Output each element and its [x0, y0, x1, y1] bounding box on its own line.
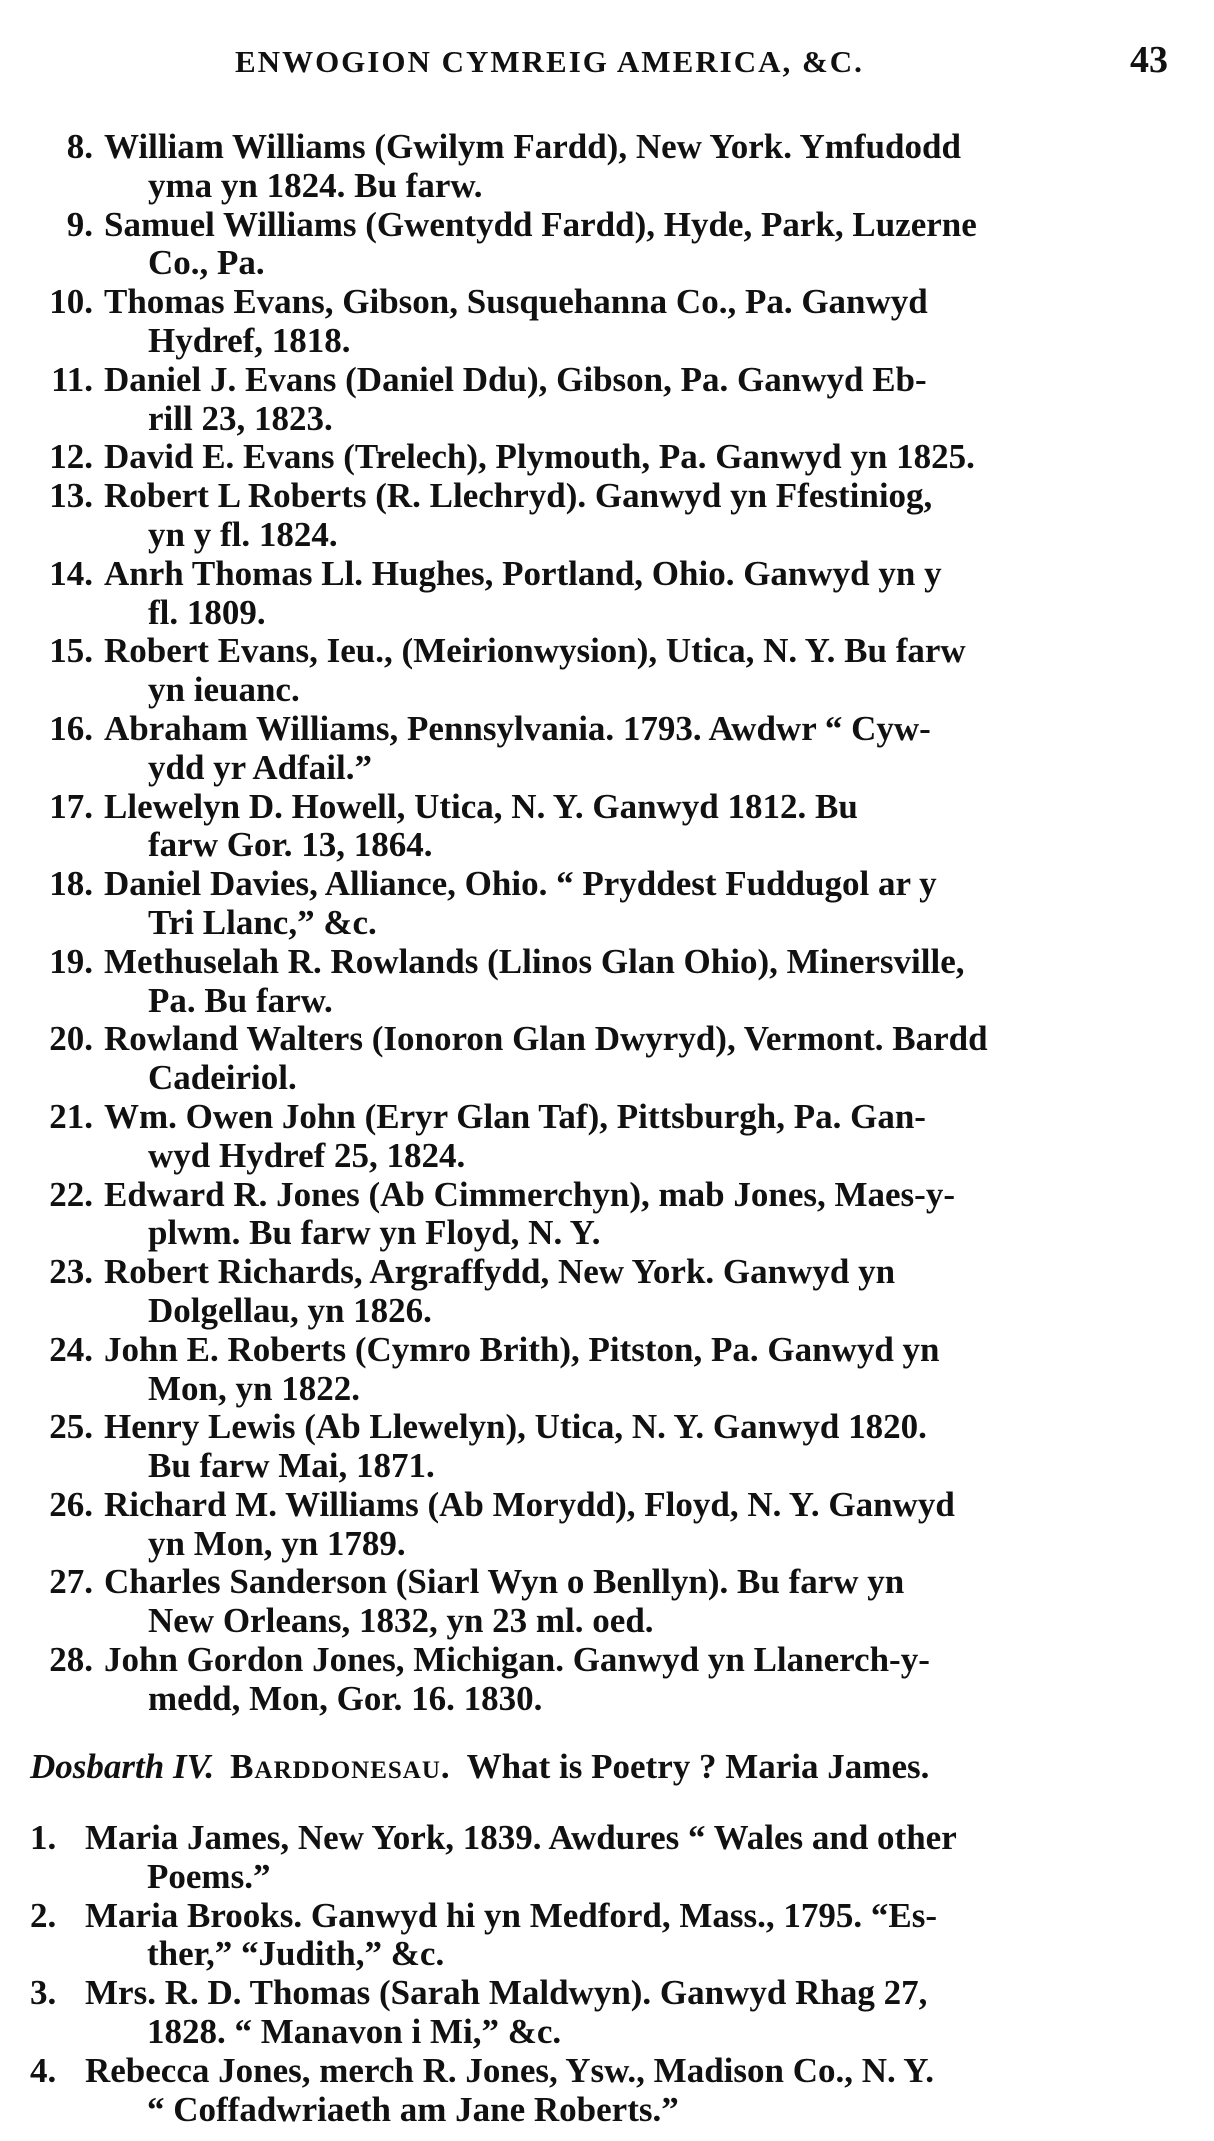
entry-text: Anrh Thomas Ll. Hughes, Portland, Ohio. Ganwyd yn y — [104, 553, 942, 593]
entry-continuation: Co., Pa. — [148, 243, 265, 283]
entry-continuation: fl. 1809. — [148, 592, 266, 632]
entry-continuation: 1828. “ Manavon i Mi,” &c. — [147, 2011, 562, 2051]
entry-continuation: Cadeiriol. — [148, 1058, 297, 1098]
entry-text: Methuselah R. Rowlands (Llinos Glan Ohio), Minersville, — [104, 941, 965, 981]
entry-number: 28. — [49, 1640, 93, 1680]
list-item — [30, 1486, 1172, 1564]
entry-number: 26. — [49, 1484, 93, 1524]
entry-text: Daniel J. Evans (Daniel Ddu), Gibson, Pa. Ganwyd Eb- — [104, 359, 927, 399]
entry-text: Robert L Roberts (R. Llechryd). Ganwyd yn Ffestiniog, — [104, 476, 933, 516]
entry-number: 23. — [49, 1252, 93, 1292]
entry-number: 14. — [49, 553, 93, 593]
entry-number: 25. — [49, 1407, 93, 1447]
list-item — [30, 206, 1172, 284]
entry-number: 17. — [49, 786, 93, 826]
entry-text: Henry Lewis (Ab Llewelyn), Utica, N. Y. Ganwyd 1820. — [104, 1407, 927, 1447]
list-item — [30, 438, 1172, 477]
entry-continuation: Pa. Bu farw. — [148, 980, 333, 1020]
entry-continuation: Dolgellau, yn 1826. — [148, 1290, 432, 1330]
entry-continuation: Tri Llanc,” &c. — [148, 902, 377, 942]
entry-text: Richard M. Williams (Ab Morydd), Floyd, N. Y. Ganwyd — [104, 1484, 955, 1524]
entry-number: 27. — [49, 1562, 93, 1602]
list-item — [30, 1098, 1172, 1176]
entry-continuation: ydd yr Adfail.” — [148, 747, 372, 787]
entry-number: 2. — [30, 1895, 57, 1935]
entry-text: Abraham Williams, Pennsylvania. 1793. Awdwr “ Cyw- — [104, 708, 931, 748]
entry-text: Edward R. Jones (Ab Cimmerchyn), mab Jones, Maes-y- — [104, 1174, 955, 1214]
entry-continuation: ther,” “Judith,” &c. — [147, 1934, 445, 1974]
running-title: ENWOGION CYMREIG AMERICA, &C. — [235, 44, 864, 79]
entry-text: Robert Evans, Ieu., (Meirionwysion), Utica, N. Y. Bu farw — [104, 631, 966, 671]
entry-continuation: Bu farw Mai, 1871. — [148, 1446, 435, 1486]
entry-continuation: rill 23, 1823. — [148, 398, 333, 438]
entry-text: Maria James, New York, 1839. Awdures “ Wales and other — [85, 1818, 957, 1857]
entry-continuation: New Orleans, 1832, yn 23 ml. oed. — [148, 1601, 654, 1641]
entry-number: 22. — [49, 1174, 93, 1214]
entry-number: 19. — [49, 941, 93, 981]
entry-continuation: yn y fl. 1824. — [148, 514, 338, 554]
list-item — [30, 943, 1172, 1021]
poetess-list — [30, 1819, 1172, 2129]
entry-number: 16. — [49, 708, 93, 748]
entry-number: 4. — [30, 2050, 57, 2090]
entry-number: 9. — [66, 204, 93, 244]
list-item — [30, 1819, 1172, 1897]
entry-text: Wm. Owen John (Eryr Glan Taf), Pittsburgh, Pa. Gan- — [104, 1096, 926, 1136]
entry-continuation: yn Mon, yn 1789. — [148, 1523, 406, 1563]
entry-continuation: yn ieuanc. — [148, 670, 300, 710]
entry-number: 11. — [51, 359, 93, 399]
entry-continuation: medd, Mon, Gor. 16. 1830. — [148, 1678, 543, 1718]
list-item — [30, 283, 1172, 361]
list-item — [30, 1020, 1172, 1098]
entry-continuation: yma yn 1824. Bu farw. — [148, 165, 483, 205]
biography-list — [30, 128, 1172, 1719]
entry-text: Llewelyn D. Howell, Utica, N. Y. Ganwyd 1812. Bu — [104, 786, 858, 826]
entry-number: 3. — [30, 1973, 57, 2013]
entry-text: Samuel Williams (Gwentydd Fardd), Hyde, Park, Luzerne — [104, 204, 977, 244]
section-label: Dosbarth IV. — [30, 1747, 215, 1786]
entry-text: John Gordon Jones, Michigan. Ganwyd yn Llanerch-y- — [104, 1640, 930, 1680]
list-item — [30, 1331, 1172, 1409]
entry-text: William Williams (Gwilym Fardd), New York. Ymfudodd — [104, 127, 961, 166]
entry-continuation: wyd Hydref 25, 1824. — [148, 1135, 466, 1175]
entry-number: 24. — [49, 1329, 93, 1369]
entry-text: David E. Evans (Trelech), Plymouth, Pa. Ganwyd yn 1825. — [104, 437, 975, 477]
entry-continuation: plwm. Bu farw yn Floyd, N. Y. — [148, 1213, 601, 1253]
entry-number: 1. — [30, 1818, 57, 1857]
list-item — [30, 128, 1172, 206]
entry-text: Thomas Evans, Gibson, Susquehanna Co., Pa. Ganwyd — [104, 282, 928, 322]
list-item — [30, 1176, 1172, 1254]
entry-continuation: Hydref, 1818. — [148, 320, 351, 360]
list-item — [30, 361, 1172, 439]
page-header — [0, 38, 1214, 88]
entry-continuation: Poems.” — [147, 1856, 271, 1896]
list-item — [30, 1897, 1172, 1975]
list-item — [30, 555, 1172, 633]
entry-continuation: Mon, yn 1822. — [148, 1368, 360, 1408]
list-item — [30, 1563, 1172, 1641]
entry-number: 15. — [49, 631, 93, 671]
entry-text: Robert Richards, Argraffydd, New York. Ganwyd yn — [104, 1252, 896, 1292]
entry-text: John E. Roberts (Cymro Brith), Pitston, Pa. Ganwyd yn — [104, 1329, 940, 1369]
entry-number: 10. — [49, 282, 93, 322]
entry-number: 20. — [49, 1019, 93, 1059]
section-subtitle: What is Poetry ? Maria James. — [466, 1747, 930, 1786]
entry-text: Daniel Davies, Alliance, Ohio. “ Pryddest Fuddugol ar y — [104, 864, 937, 904]
page-number: 43 — [1130, 39, 1168, 81]
entry-number: 21. — [49, 1096, 93, 1136]
entry-text: Charles Sanderson (Siarl Wyn o Benllyn). Bu farw yn — [104, 1562, 905, 1602]
section-heading — [30, 1747, 1172, 1787]
entry-number: 18. — [49, 864, 93, 904]
list-item — [30, 1641, 1172, 1719]
list-item — [30, 1974, 1172, 2052]
entry-continuation: “ Coffadwriaeth am Jane Roberts.” — [147, 2089, 679, 2129]
entry-text: Mrs. R. D. Thomas (Sarah Maldwyn). Ganwyd Rhag 27, — [85, 1973, 928, 2013]
entry-number: 13. — [49, 476, 93, 516]
section-title: Barddonesau. — [230, 1747, 451, 1786]
list-item — [30, 2052, 1172, 2130]
entry-text: Rowland Walters (Ionoron Glan Dwyryd), Vermont. Bardd — [104, 1019, 988, 1059]
list-item — [30, 632, 1172, 710]
list-item — [30, 865, 1172, 943]
list-item — [30, 788, 1172, 866]
list-item — [30, 477, 1172, 555]
list-item — [30, 1408, 1172, 1486]
list-item — [30, 1253, 1172, 1331]
entry-text: Rebecca Jones, merch R. Jones, Ysw., Madison Co., N. Y. — [85, 2050, 935, 2090]
entry-number: 8. — [66, 127, 93, 166]
entry-number: 12. — [49, 437, 93, 477]
entry-text: Maria Brooks. Ganwyd hi yn Medford, Mass., 1795. “Es- — [85, 1895, 938, 1935]
entry-continuation: farw Gor. 13, 1864. — [148, 825, 433, 865]
list-item — [30, 710, 1172, 788]
